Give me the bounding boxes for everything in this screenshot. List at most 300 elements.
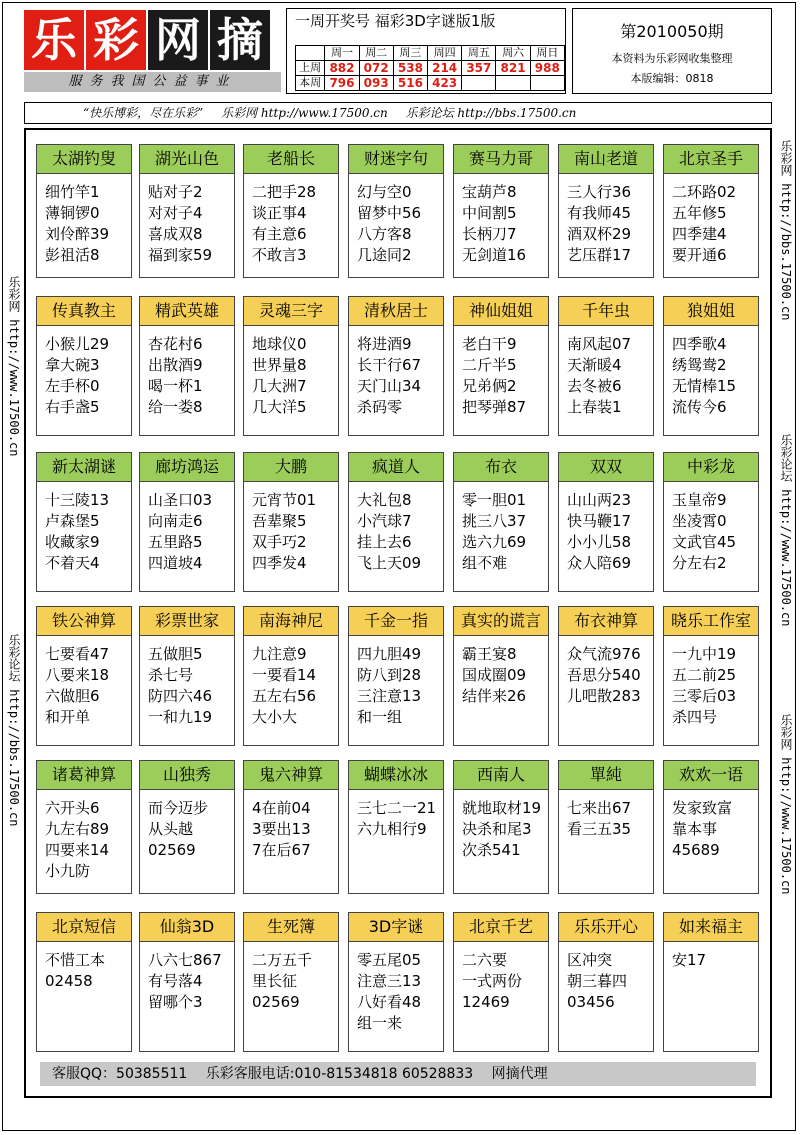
puzzle-line: 零一胆01 [462,491,527,509]
puzzle-card-title: 疯道人 [349,453,443,482]
puzzle-card-title: 赛马力哥 [454,145,548,174]
draw-number: 882 [325,61,359,76]
draw-number: 538 [393,61,427,76]
puzzle-line: 二把手28 [252,183,317,201]
puzzle-line: 有我师45 [567,204,632,222]
puzzle-card [663,760,759,894]
puzzle-card-body [140,326,234,418]
puzzle-card-title: 双双 [559,453,653,482]
puzzle-line: 八好看48 [357,993,422,1011]
puzzle-line: 长干行67 [357,356,422,374]
puzzle-line: 看三五35 [567,820,632,838]
puzzle-card-body [559,636,653,707]
puzzle-line: 喜成双8 [148,225,203,243]
puzzle-card-body [664,790,758,861]
puzzle-line: 四九胆49 [357,645,422,663]
puzzle-line: 杀四号 [672,708,718,726]
puzzle-line: 吾思分540 [567,666,641,684]
puzzle-line: 防四六46 [148,687,213,705]
puzzle-card-title: 3D字谜 [349,913,443,942]
puzzle-card-body [664,942,758,971]
puzzle-card-title: 仙翁3D [140,913,234,942]
puzzle-line: 就地取材19 [462,799,542,817]
puzzle-line: 流传今6 [672,398,727,416]
puzzle-card [348,912,444,1052]
puzzle-line: 收藏家9 [45,533,100,551]
draw-table [295,45,565,91]
puzzle-card [453,912,549,1052]
puzzle-line: 向南走6 [148,512,203,530]
puzzle-line: 小汽球7 [357,512,412,530]
puzzle-line: 四季建4 [672,225,727,243]
puzzle-line: 九左右89 [45,820,110,838]
puzzle-card-body [37,174,131,266]
agent-label: 网摘代理 [491,1066,548,1082]
puzzle-card [36,296,132,436]
puzzle-line: 七要看47 [45,645,110,663]
draw-number: 821 [496,61,530,76]
puzzle-line: 一九中19 [672,645,737,663]
puzzle-line: 12469 [462,993,510,1011]
puzzle-line: 杀七号 [148,666,194,684]
puzzle-line: 三七二一21 [357,799,437,817]
puzzle-card-title: 新太湖谜 [37,453,131,482]
day-label: 周六 [496,46,530,61]
puzzle-card [453,296,549,436]
puzzle-line: 六做胆6 [45,687,100,705]
puzzle-card [453,144,549,278]
puzzle-line: 结伴来26 [462,687,527,705]
puzzle-line: 杀码零 [357,398,403,416]
puzzle-line: 一和九19 [148,708,213,726]
puzzle-line: 7在后67 [252,841,311,859]
puzzle-line: 二斤半5 [462,356,517,374]
puzzle-card-body [349,482,443,574]
puzzle-line: 组不难 [462,554,508,572]
puzzle-line: 吾辈聚5 [252,512,307,530]
puzzle-card [36,606,132,746]
puzzle-line: 地球仪0 [252,335,307,353]
puzzle-line: 中间割5 [462,204,517,222]
puzzle-line: 几途同2 [357,246,412,264]
draw-header-row [296,46,565,61]
puzzle-line: 将进酒9 [357,335,412,353]
puzzle-card [348,606,444,746]
puzzle-card [558,452,654,592]
puzzle-line: 不惜工本 [45,951,106,969]
puzzle-card-title: 南山老道 [559,145,653,174]
puzzle-line: 喝一杯1 [148,377,203,395]
puzzle-line: 02569 [252,993,300,1011]
draw-number: 357 [462,61,496,76]
puzzle-line: 45689 [672,841,720,859]
puzzle-card-body [559,482,653,574]
puzzle-card [139,606,235,746]
puzzle-line: 无情棒15 [672,377,737,395]
logo-char: 乐 [24,10,84,70]
draw-number [462,76,496,91]
puzzle-card-title: 大鹏 [244,453,338,482]
puzzle-card [36,144,132,278]
puzzle-card [139,912,235,1052]
draw-corner [296,46,325,61]
puzzle-line: 七来出67 [567,799,632,817]
puzzle-card-title: 北京圣手 [664,145,758,174]
puzzle-line: 八要来18 [45,666,110,684]
puzzle-card-body [244,942,338,1013]
puzzle-line: 挂上去6 [357,533,412,551]
puzzle-card-body [664,482,758,574]
puzzle-line: 谈正事4 [252,204,307,222]
puzzle-card-title: 乐乐开心 [559,913,653,942]
puzzle-line: 4在前04 [252,799,311,817]
puzzle-card-body [454,636,548,707]
puzzle-line: 次杀541 [462,841,521,859]
issue-box [572,8,772,94]
puzzle-line: 五左右56 [252,687,317,705]
draw-number: 423 [428,76,462,91]
puzzle-line: 绣鸳鸯2 [672,356,727,374]
puzzle-line: 福到家59 [148,246,213,264]
puzzle-card-title: 灵魂三字 [244,297,338,326]
puzzle-card [453,452,549,592]
puzzle-card-body [559,942,653,1013]
puzzle-line: 而今迈步 [148,799,209,817]
weekly-draw-box [286,8,566,94]
puzzle-line: 无剑道16 [462,246,527,264]
puzzle-line: 从头越 [148,820,194,838]
puzzle-card-body [559,790,653,840]
puzzle-line: 双手巧2 [252,533,307,551]
puzzle-line: 飞上天09 [357,554,422,572]
puzzle-card-body [244,790,338,861]
puzzle-line: 五年修5 [672,204,727,222]
puzzle-line: 九注意9 [252,645,307,663]
puzzle-line: 三人行36 [567,183,632,201]
day-label: 周一 [325,46,359,61]
this-week-row [296,76,565,91]
puzzle-card [36,760,132,894]
puzzle-card-title: 精武英雄 [140,297,234,326]
puzzle-line: 山山两23 [567,491,632,509]
logo [24,8,281,72]
puzzle-card-body [664,326,758,418]
puzzle-line: 玉皇帝9 [672,491,727,509]
puzzle-line: 朝三暮四 [567,972,628,990]
puzzle-line: 不着天4 [45,554,100,572]
puzzle-line: 山圣口03 [148,491,213,509]
last-week-row [296,61,565,76]
side-text-right: 乐彩网 http://bbs.17500.cn [779,140,793,321]
puzzle-line: 四季歌4 [672,335,727,353]
puzzle-card-body [140,482,234,574]
puzzle-card [663,296,759,436]
puzzle-card-title: 布衣神算 [559,607,653,636]
puzzle-line: 二六要 [462,951,508,969]
day-label: 周二 [359,46,393,61]
puzzle-card-body [349,174,443,266]
puzzle-line: 五做胆5 [148,645,203,663]
issue-note: 本资料为乐彩网收集整理 [611,52,733,65]
draw-number: 093 [359,76,393,91]
puzzle-card [36,452,132,592]
puzzle-card [36,912,132,1052]
puzzle-line: 宝葫芦8 [462,183,517,201]
puzzle-line: 几大洲7 [252,377,307,395]
draw-number: 796 [325,76,359,91]
puzzle-line: 霸王宴8 [462,645,517,663]
puzzle-line: 不敢言3 [252,246,307,264]
puzzle-line: 3要出13 [252,820,311,838]
footer-bar [40,1062,756,1086]
puzzle-card [663,144,759,278]
puzzle-line: 众气流976 [567,645,641,663]
puzzle-card-body [140,174,234,266]
puzzle-line: 杏花村6 [148,335,203,353]
puzzle-card-title: 彩票世家 [140,607,234,636]
puzzle-card [243,144,339,278]
motto: “快乐博彩，尽在乐彩” [83,106,204,120]
slogan: 服务我国公益事业 [24,72,281,92]
puzzle-card-title: 太湖钓叟 [37,145,131,174]
puzzle-card-body [559,174,653,266]
puzzle-card-title: 老船长 [244,145,338,174]
puzzle-card-title: 千金一指 [349,607,443,636]
puzzle-line: 选六九69 [462,533,527,551]
draw-title: 一周开奖号 福彩3D字谜版1版 [295,12,496,30]
puzzle-line: 六九相行9 [357,820,427,838]
puzzle-card-body [140,942,234,1013]
puzzle-line: 去冬被6 [567,377,622,395]
puzzle-line: 留哪个3 [148,993,203,1011]
puzzle-card-title: 西南人 [454,761,548,790]
puzzle-line: 儿吧散283 [567,687,641,705]
puzzle-line: 十三陵13 [45,491,110,509]
puzzle-line: 一要看14 [252,666,317,684]
puzzle-line: 彭祖活8 [45,246,100,264]
puzzle-line: 给一娄8 [148,398,203,416]
puzzle-card-body [454,942,548,1013]
puzzle-line: 众人陪69 [567,554,632,572]
puzzle-card [348,452,444,592]
puzzle-line: 有号落4 [148,972,203,990]
puzzle-card [243,452,339,592]
puzzle-line: 把琴弹87 [462,398,527,416]
puzzle-card-title: 南海神尼 [244,607,338,636]
puzzle-line: 细竹竿1 [45,183,100,201]
puzzle-line: 二万五千 [252,951,313,969]
puzzle-card [558,606,654,746]
puzzle-card-body [37,636,131,728]
puzzle-card [243,606,339,746]
puzzle-line: 安17 [672,951,707,969]
forum-link[interactable]: 乐彩论坛 http://bbs.17500.cn [405,106,577,120]
row-label: 本周 [296,76,325,91]
logo-char: 摘 [210,10,270,70]
puzzle-card-title: 北京短信 [37,913,131,942]
puzzle-line: 南风起07 [567,335,632,353]
puzzle-card [453,760,549,894]
day-label: 周三 [393,46,427,61]
puzzle-line: 卢森堡5 [45,512,100,530]
side-text-left: 乐彩网 http://www.17500.cn [7,276,21,457]
puzzle-line: 左手杯0 [45,377,100,395]
puzzle-card-title: 神仙姐姐 [454,297,548,326]
puzzle-line: 02458 [45,972,93,990]
side-text-right: 乐彩网 http://www.17500.cn [779,714,793,895]
puzzle-card-title: 單純 [559,761,653,790]
service-phone: 乐彩客服电话:010-81534818 60528833 [205,1066,474,1082]
puzzle-card-body [37,942,131,992]
logo-char: 网 [148,10,208,70]
puzzle-line: 零五尾05 [357,951,422,969]
puzzle-line: 挑三八37 [462,512,527,530]
puzzle-card-title: 北京千艺 [454,913,548,942]
puzzle-line: 大小大 [252,708,298,726]
issue-number: 第2010050期 [620,22,724,41]
puzzle-card [558,912,654,1052]
puzzle-card-title: 山独秀 [140,761,234,790]
puzzle-line: 贴对子2 [148,183,203,201]
puzzle-card-title: 中彩龙 [664,453,758,482]
puzzle-card-title: 狼姐姐 [664,297,758,326]
puzzle-card [663,452,759,592]
site-link[interactable]: 乐彩网 http://www.17500.cn [221,106,388,120]
logo-char: 彩 [86,10,146,70]
draw-number: 214 [428,61,462,76]
puzzle-card [348,296,444,436]
puzzle-line: 长柄刀7 [462,225,517,243]
puzzle-line: 03456 [567,993,615,1011]
draw-number: 072 [359,61,393,76]
puzzle-card [663,912,759,1052]
puzzle-card-body [244,174,338,266]
puzzle-card [243,760,339,894]
puzzle-line: 决杀和尾3 [462,820,532,838]
puzzle-card-body [37,482,131,574]
puzzle-card [139,144,235,278]
puzzle-line: 大礼包8 [357,491,412,509]
service-qq: 客服QQ：50385511 [52,1066,188,1082]
puzzle-card-title: 诸葛神算 [37,761,131,790]
puzzle-line: 四要来14 [45,841,110,859]
puzzle-card-title: 铁公神算 [37,607,131,636]
puzzle-line: 艺压群17 [567,246,632,264]
puzzle-line: 刘伶醉39 [45,225,110,243]
puzzle-grid [24,128,772,1098]
puzzle-card [558,144,654,278]
puzzle-card-body [37,790,131,882]
puzzle-card-body [244,482,338,574]
puzzle-card-title: 廊坊鸿运 [140,453,234,482]
puzzle-card [139,296,235,436]
puzzle-card-title: 如来福主 [664,913,758,942]
puzzle-line: 三零后03 [672,687,737,705]
day-label: 周五 [462,46,496,61]
puzzle-line: 老白干9 [462,335,517,353]
puzzle-card-title: 湖光山色 [140,145,234,174]
puzzle-card-body [559,326,653,418]
puzzle-card-body [664,174,758,266]
puzzle-line: 发家致富 [672,799,733,817]
puzzle-line: 组一来 [357,1014,403,1032]
puzzle-card [243,296,339,436]
puzzle-card [348,760,444,894]
puzzle-line: 天门山34 [357,377,422,395]
puzzle-line: 八六七867 [148,951,222,969]
puzzle-line: 几大洋5 [252,398,307,416]
puzzle-card-title: 清秋居士 [349,297,443,326]
puzzle-line: 幻与空0 [357,183,412,201]
puzzle-card-body [349,790,443,840]
puzzle-card [558,296,654,436]
puzzle-line: 里长征 [252,972,298,990]
puzzle-card-title: 鬼六神算 [244,761,338,790]
puzzle-line: 和一组 [357,708,403,726]
puzzle-line: 和开单 [45,708,91,726]
puzzle-card [243,912,339,1052]
puzzle-line: 拿大碗3 [45,356,100,374]
puzzle-card-body [454,482,548,574]
side-text-left: 乐彩论坛 http://bbs.17500.cn [7,634,21,827]
puzzle-line: 要开通6 [672,246,727,264]
puzzle-line: 右手盏5 [45,398,100,416]
puzzle-line: 国成圈09 [462,666,527,684]
puzzle-card-body [349,636,443,728]
puzzle-card [348,144,444,278]
puzzle-line: 八方客8 [357,225,412,243]
puzzle-line: 二环路02 [672,183,737,201]
puzzle-line: 注意三13 [357,972,422,990]
puzzle-line: 坐凌霄0 [672,512,727,530]
puzzle-card [139,760,235,894]
puzzle-line: 快马鞭17 [567,512,632,530]
puzzle-card-body [349,942,443,1034]
puzzle-card-title: 千年虫 [559,297,653,326]
puzzle-line: 防八到28 [357,666,422,684]
puzzle-card-body [454,174,548,266]
puzzle-card-body [140,636,234,728]
issue-editor: 本版编辑：0818 [630,72,714,85]
puzzle-card-body [454,326,548,418]
side-text-right: 乐彩论坛 http://www.17500.cn [779,434,793,627]
puzzle-line: 区冲突 [567,951,613,969]
puzzle-line: 元宵节01 [252,491,317,509]
puzzle-line: 靠本事 [672,820,718,838]
draw-number: 988 [530,61,564,76]
puzzle-line: 天渐暖4 [567,356,622,374]
puzzle-line: 文武官45 [672,533,737,551]
puzzle-line: 世界量8 [252,356,307,374]
puzzle-card-title: 传真教主 [37,297,131,326]
puzzle-card-title: 欢欢一语 [664,761,758,790]
draw-number: 516 [393,76,427,91]
puzzle-line: 薄铜锣0 [45,204,100,222]
puzzle-line: 酒双杯29 [567,225,632,243]
puzzle-card-body [664,636,758,728]
day-label: 周四 [428,46,462,61]
puzzle-card-title: 晓乐工作室 [664,607,758,636]
row-label: 上周 [296,61,325,76]
puzzle-card-body [349,326,443,418]
day-label: 周日 [530,46,564,61]
puzzle-card [453,606,549,746]
puzzle-card-body [454,790,548,861]
draw-number [496,76,530,91]
puzzle-card [558,760,654,894]
puzzle-line: 五二前25 [672,666,737,684]
url-bar [24,102,772,124]
